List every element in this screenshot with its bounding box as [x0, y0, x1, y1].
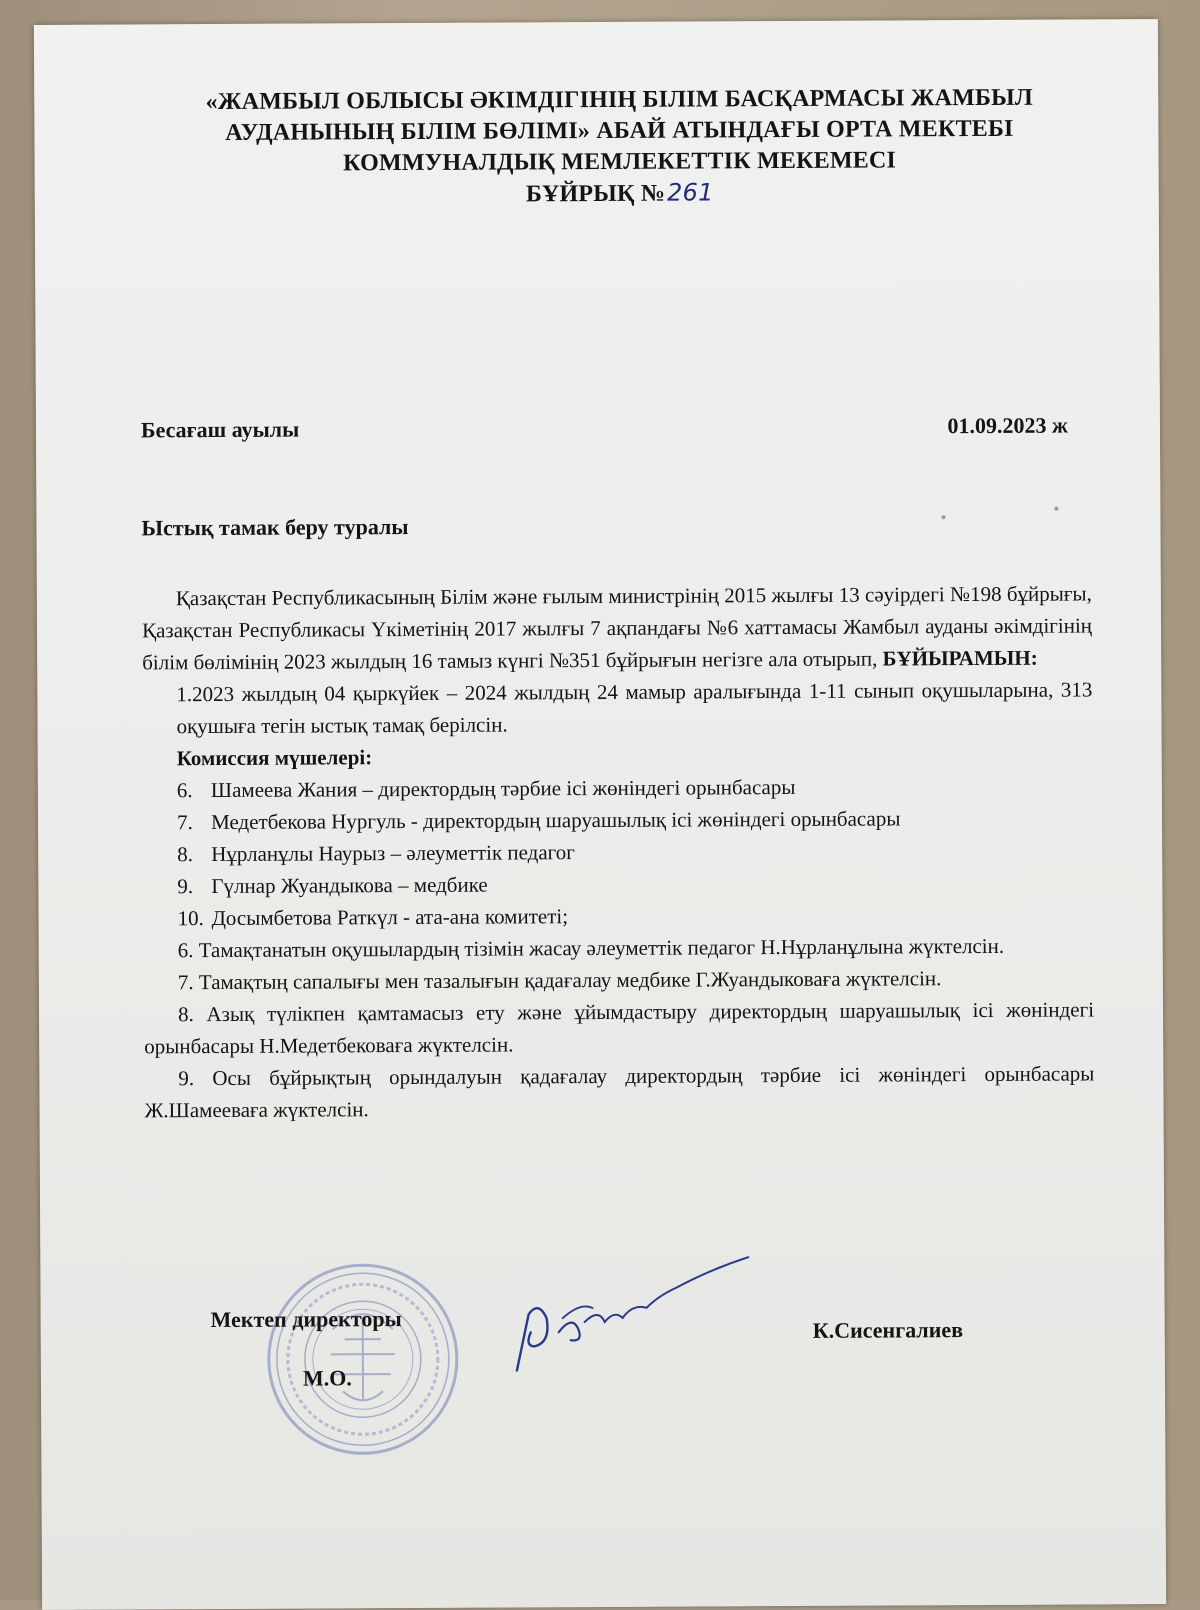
member-row: [143, 801, 1093, 838]
paper-speck: [1054, 507, 1058, 511]
order-date: 01.09.2023 ж: [947, 412, 1069, 439]
directive-6: 6. Тамақтанатын оқушылардың тізімін жасау әлеуметтік педагог Н.Нұрланұлына жүктелсін.: [177, 933, 1005, 963]
member-number: 8.: [177, 842, 194, 867]
document-page: [34, 19, 1166, 1610]
member-row: [143, 865, 1093, 902]
member-row: [143, 897, 1093, 934]
preamble-paragraph: [142, 577, 1092, 678]
item-1: 1.2023 жылдың 04 қыркүйек – 2024 жылдың 24 мамыр аралығында 1-11 сынып оқушыларына, 313 оқушыға тегін ыстық тамақ берілсін.: [176, 677, 1093, 739]
order-label: БҰЙРЫҚ №: [525, 180, 666, 208]
header-line-3: КОММУНАЛДЫҚ МЕМЛЕКЕТТІК МЕКЕМЕСІ: [343, 147, 897, 177]
commission-heading: Комиссия мүшелері:: [176, 745, 373, 771]
signatory-name: К.Сисенгалиев: [812, 1317, 964, 1343]
document-header: [154, 82, 1085, 212]
member-number: 7.: [176, 810, 193, 835]
order-body: [142, 577, 1095, 1126]
header-line-2: АУДАНЫНЫҢ БІЛІМ БӨЛІМІ» АБАЙ АТЫНДАҒЫ ОРТА МЕКТЕБІ: [225, 115, 1014, 146]
header-line-1: «ЖАМБЫЛ ОБЛЫСЫ ӘКІМДІГІНІҢ БІЛІМ БАСҚАРМАСЫ ЖАМБЫЛ: [205, 84, 1033, 116]
member-number: 9.: [177, 874, 194, 899]
order-subject: Ыстық тамак беру туралы: [141, 513, 409, 541]
member-number: 10.: [177, 906, 204, 931]
order-title: [526, 177, 714, 210]
member-row: [143, 769, 1093, 806]
place-date-row: [140, 412, 1069, 443]
paper-speck: [941, 515, 945, 519]
director-signature: [480, 1221, 761, 1382]
preamble-emphasis: БҰЙЫРАМЫН:: [882, 645, 1038, 671]
member-row: [143, 833, 1093, 870]
member-text: Шамеева Жания – директордың тәрбие ісі жөніндегі орынбасары: [210, 774, 796, 803]
member-text: Нұрланұлы Наурыз – әлеуметтік педагог: [211, 840, 575, 867]
member-text: Гүлнар Жуандыкова – медбике: [211, 872, 488, 899]
signature-role: Мектеп директоры: [210, 1306, 402, 1333]
member-text: Медетбекова Нургуль - директордың шаруашылық ісі жөніндегі орынбасары: [210, 806, 901, 835]
seal-mark: М.О.: [302, 1365, 352, 1391]
member-number: 6.: [176, 778, 193, 803]
directive-9: 9. Осы бұйрықтың орындалуын қадағалау директордың тәрбие ісі жөніндегі орынбасары Ж.Шамееваға жүктелсін.: [144, 1061, 1095, 1123]
member-text: Досымбетова Раткүл - ата-ана комитеті;: [211, 904, 569, 931]
place-name: Бесағаш ауылы: [140, 416, 300, 443]
official-seal-stamp: [262, 1259, 463, 1460]
preamble-text: Қазақстан Республикасының Білім және ғылым министрінің 2015 жылғы 13 сәуірдегі №198 бұйрығы, Қазақстан Республикасы Үкіметінің 2017 жылғы 7 ақпандағы №6 хаттамасы Жамбыл ауданы әкімдігінің білім бөлімінің 2023 жылдың 16 тамыз күнгі №351 бұйрығын негізге ала отырып,: [141, 581, 1093, 675]
order-number-handwritten: 261: [667, 178, 714, 207]
directive-8: 8. Азық түлікпен қамтамасыз ету және ұйымдастыру директордың шаруашылық ісі жөніндегі орынбасары Н.Медетбековаға жүктелсін.: [144, 997, 1095, 1059]
directive-7: 7. Тамақтың сапалығы мен тазалығын қадағалау медбике Г.Жуандыковаға жүктелсін.: [177, 966, 942, 995]
